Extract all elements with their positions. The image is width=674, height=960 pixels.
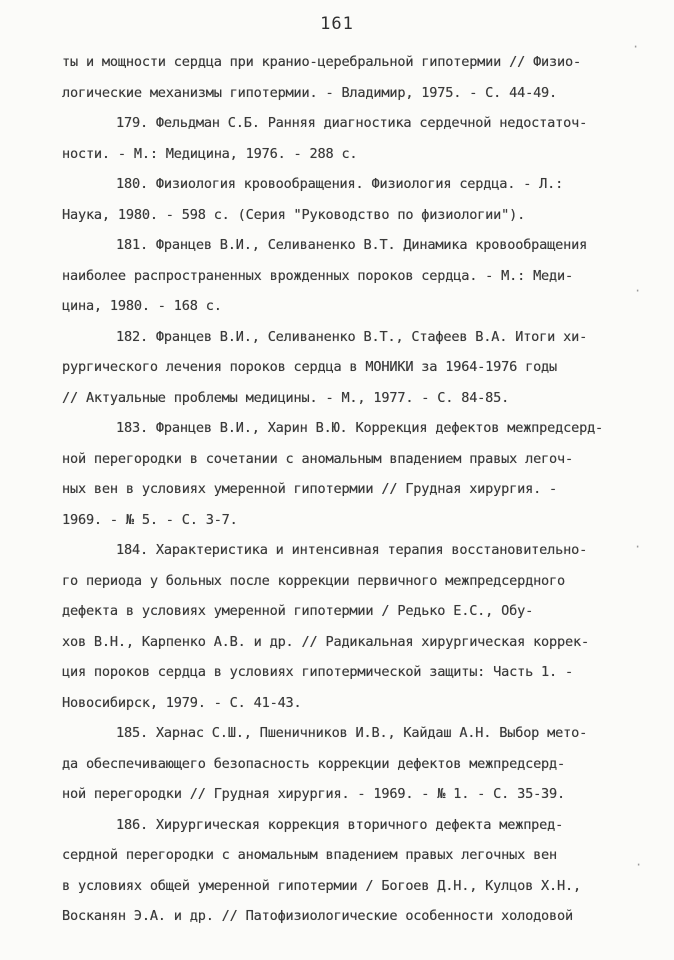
scan-mark: · (632, 40, 640, 54)
text-line: Новосибирск, 1979. - С. 41-43. (62, 694, 302, 711)
text-line: 185. Харнас С.Ш., Пшеничников И.В., Кайдаш А.Н. Выбор мето- (116, 725, 588, 741)
text-line: ция пороков сердца в условиях гипотермической защиты: Часть 1. - (62, 664, 573, 680)
scan-mark: · (634, 540, 642, 554)
text-line: логические механизмы гипотермии. - Владимир, 1975. - С. 44-49. (62, 84, 558, 101)
text-line: 179. Фельдман С.Б. Ранняя диагностика сердечной недостаточ- (116, 115, 588, 131)
text-line: ных вен в условиях умеренной гипотермии // Грудная хирургия. - (62, 481, 558, 497)
scan-mark: · (635, 858, 643, 872)
text-line: // Актуальные проблемы медицины. - М., 1977. - С. 84-85. (62, 389, 510, 406)
text-line: Восканян Э.А. и др. // Патофизиологические особенности холодовой (62, 908, 573, 924)
text-line: 183. Францев В.И., Харин В.Ю. Коррекция дефектов межпредсерд- (116, 420, 604, 436)
text-line: рургического лечения пороков сердца в МОНИКИ за 1964-1976 годы (62, 359, 558, 375)
text-line: в условиях общей умеренной гипотермии / Богоев Д.Н., Кулцов Х.Н., (62, 877, 581, 894)
text-line: 1969. - № 5. - С. 3-7. (62, 511, 238, 528)
text-line: Наука, 1980. - 598 с. (Серия "Руководство по физиологии"). (62, 206, 526, 223)
text-line: 182. Францев В.И., Селиваненко В.Т., Стафеев В.А. Итоги хи- (116, 328, 588, 345)
text-line: 186. Хирургическая коррекция вторичного дефекта межпред- (116, 816, 564, 833)
text-line: ты и мощности сердца при кранио-церебральной гипотермии // Физио- (62, 54, 581, 70)
page-number: 161 (320, 14, 354, 34)
scan-mark: · (634, 284, 642, 298)
text-line: дефекта в условиях умеренной гипотермии / Редько Е.С., Обу- (62, 603, 534, 619)
text-line: да обеспечивающего безопасность коррекции дефектов межпредсерд- (62, 755, 566, 772)
text-line: цина, 1980. - 168 с. (62, 298, 222, 314)
text-line: сердной перегородки с аномальным впадением правых легочных вен (62, 847, 558, 863)
text-line: ной перегородки в сочетании с аномальным впадением правых легоч- (62, 450, 573, 467)
text-line: 184. Характеристика и интенсивная терапия восстановительно- (116, 542, 588, 558)
document-body (62, 47, 627, 932)
text-line: хов В.Н., Карпенко А.В. и др. // Радикальная хирургическая коррек- (62, 633, 589, 650)
text-line: 180. Физиология кровообращения. Физиология сердца. - Л.: (116, 176, 564, 192)
text-line: ности. - М.: Медицина, 1976. - 288 с. (62, 145, 358, 162)
text-line: го периода у больных после коррекции первичного межпредсердного (62, 572, 566, 589)
text-line: 181. Францев В.И., Селиваненко В.Т. Динамика кровообращения (116, 237, 588, 253)
text-line: наиболее распространенных врожденных пороков сердца. - М.: Меди- (62, 267, 573, 284)
text-line: ной перегородки // Грудная хирургия. - 1969. - № 1. - С. 35-39. (62, 786, 566, 802)
